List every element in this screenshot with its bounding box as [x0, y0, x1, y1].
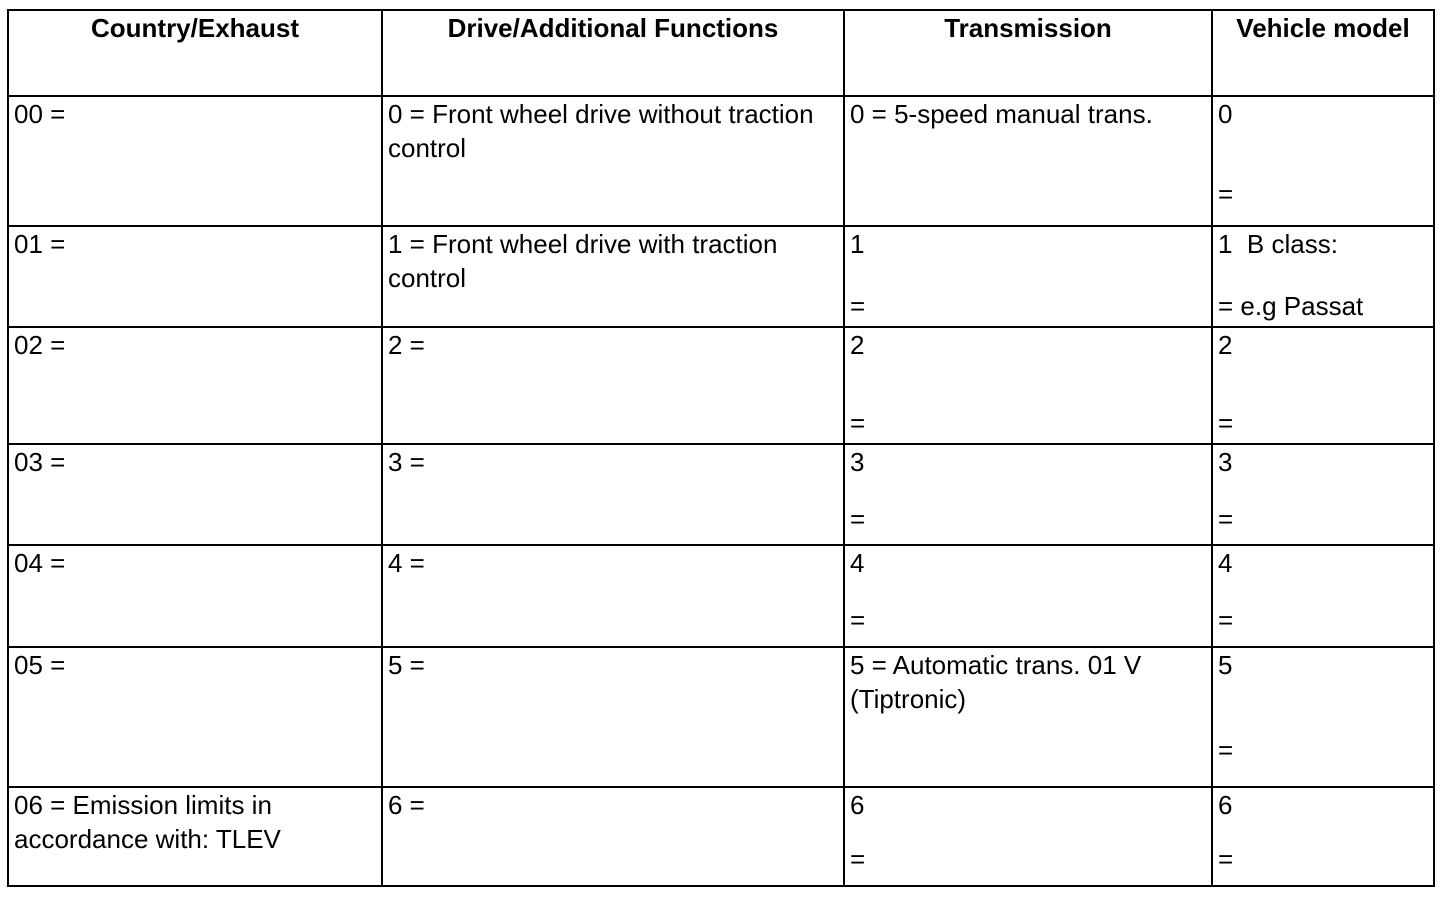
- transmission-code: 6: [850, 790, 865, 820]
- transmission-eq: =: [850, 408, 866, 438]
- header-drive-functions: Drive/Additional Functions: [382, 10, 844, 96]
- cell-vehicle: [1212, 545, 1434, 647]
- vehicle-code: 2: [1218, 330, 1233, 360]
- cell-country: 06 = Emission limits in accordance with: TLEV: [8, 787, 382, 886]
- cell-transmission: [844, 444, 1212, 545]
- cell-vehicle: [1212, 647, 1434, 787]
- transmission-code: 1: [850, 229, 865, 259]
- transmission-eq: =: [850, 504, 866, 534]
- cell-country: 05 =: [8, 647, 382, 787]
- cell-vehicle: [1212, 444, 1434, 545]
- cell-country: 01 =: [8, 226, 382, 327]
- vehicle-code: 1 B class:: [1218, 229, 1338, 259]
- cell-country: 04 =: [8, 545, 382, 647]
- table-row: [8, 647, 1434, 787]
- cell-vehicle: [1212, 226, 1434, 327]
- vehicle-code: 0: [1218, 99, 1233, 129]
- transmission-code: 4: [850, 548, 865, 578]
- vehicle-eq: =: [1218, 735, 1234, 765]
- cell-transmission: [844, 226, 1212, 327]
- cell-transmission: [844, 545, 1212, 647]
- transmission-eq: =: [850, 291, 866, 321]
- cell-transmission: 5 = Automatic trans. 01 V (Tiptronic): [844, 647, 1212, 787]
- table-row: [8, 787, 1434, 886]
- vehicle-eq: =: [1218, 504, 1234, 534]
- header-row: [8, 10, 1434, 96]
- header-country-exhaust: Country/Exhaust: [8, 10, 382, 96]
- cell-country: 00 =: [8, 96, 382, 226]
- header-transmission: Transmission: [844, 10, 1212, 96]
- vehicle-eq: = e.g Passat: [1218, 291, 1364, 321]
- vehicle-eq: =: [1218, 408, 1234, 438]
- table-row: [8, 96, 1434, 226]
- cell-drive: 2 =: [382, 327, 844, 444]
- cell-drive: 3 =: [382, 444, 844, 545]
- cell-drive: 4 =: [382, 545, 844, 647]
- cell-vehicle: [1212, 327, 1434, 444]
- cell-transmission: 0 = 5-speed manual trans.: [844, 96, 1212, 226]
- vehicle-eq: =: [1218, 605, 1234, 635]
- cell-country: 03 =: [8, 444, 382, 545]
- cell-transmission: [844, 787, 1212, 886]
- cell-vehicle: [1212, 787, 1434, 886]
- cell-drive: 1 = Front wheel drive with traction control: [382, 226, 844, 327]
- transmission-eq: =: [850, 605, 866, 635]
- vehicle-code: 3: [1218, 447, 1233, 477]
- table-row: [8, 327, 1434, 444]
- coding-table: [7, 9, 1435, 887]
- transmission-code: 3: [850, 447, 865, 477]
- cell-vehicle: [1212, 96, 1434, 226]
- vehicle-code: 6: [1218, 790, 1233, 820]
- vehicle-eq: =: [1218, 844, 1234, 874]
- transmission-eq: =: [850, 844, 866, 874]
- transmission-code: 2: [850, 330, 865, 360]
- header-vehicle-model: Vehicle model: [1212, 10, 1434, 96]
- cell-country: 02 =: [8, 327, 382, 444]
- vehicle-eq: =: [1218, 179, 1234, 209]
- cell-drive: 5 =: [382, 647, 844, 787]
- cell-drive: 0 = Front wheel drive without traction control: [382, 96, 844, 226]
- cell-drive: 6 =: [382, 787, 844, 886]
- table-row: [8, 226, 1434, 327]
- table-row: [8, 444, 1434, 545]
- cell-transmission: [844, 327, 1212, 444]
- vehicle-code: 5: [1218, 650, 1233, 680]
- table-row: [8, 545, 1434, 647]
- vehicle-code: 4: [1218, 548, 1233, 578]
